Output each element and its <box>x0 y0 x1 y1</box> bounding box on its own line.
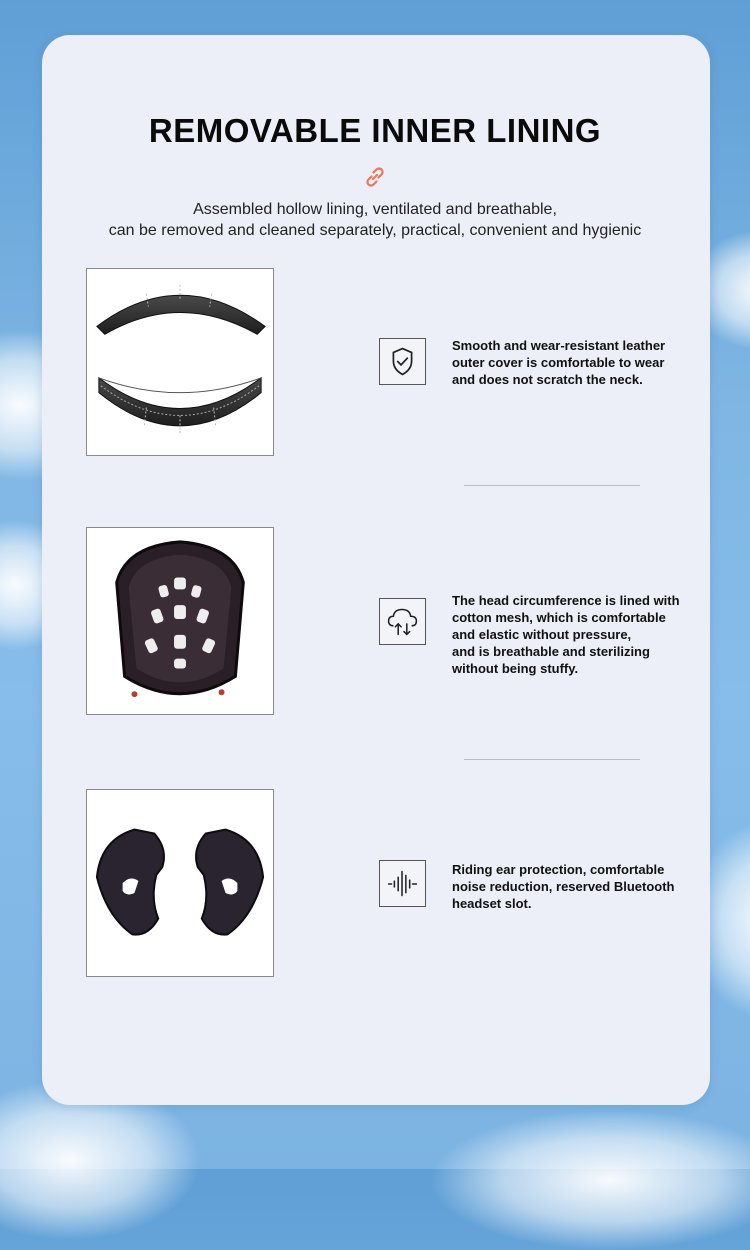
divider <box>464 759 640 760</box>
shield-check-icon <box>379 338 426 385</box>
feature-description <box>452 861 712 912</box>
subtitle-line: Assembled hollow lining, ventilated and breathable, <box>193 201 557 218</box>
feature-text-line: and is breathable and sterilizing <box>452 644 650 659</box>
cloud-sync-icon <box>379 598 426 645</box>
feature-description <box>452 592 712 677</box>
subtitle-line: can be removed and cleaned separately, practical, convenient and hygienic <box>108 222 642 239</box>
divider <box>464 485 640 486</box>
feature-text-line: The head circumference is lined with <box>452 593 680 608</box>
link-icon <box>362 164 388 190</box>
feature-text-line: without being stuffy. <box>452 661 579 676</box>
feature-text-line: cotton mesh, which is comfortable <box>452 610 666 625</box>
head-liner-mesh-photo <box>86 527 274 715</box>
page-title: REMOVABLE INNER LINING <box>148 112 602 149</box>
leather-neck-roll-photo <box>86 268 274 456</box>
feature-text-line: and elastic without pressure, <box>452 627 632 642</box>
feature-text-line: headset slot. <box>452 896 532 911</box>
feature-text-line: and does not scratch the neck. <box>452 372 643 387</box>
ear-pads-photo <box>86 789 274 977</box>
cloud <box>430 1110 750 1250</box>
feature-text-line: Riding ear protection, comfortable <box>452 862 665 877</box>
feature-text-line: Smooth and wear-resistant leather <box>452 338 666 353</box>
sound-wave-icon <box>379 860 426 907</box>
subtitle <box>0 199 750 241</box>
feature-text-line: noise reduction, reserved Bluetooth <box>452 879 675 894</box>
feature-text-line: outer cover is comfortable to wear <box>452 355 665 370</box>
feature-description <box>452 337 712 388</box>
